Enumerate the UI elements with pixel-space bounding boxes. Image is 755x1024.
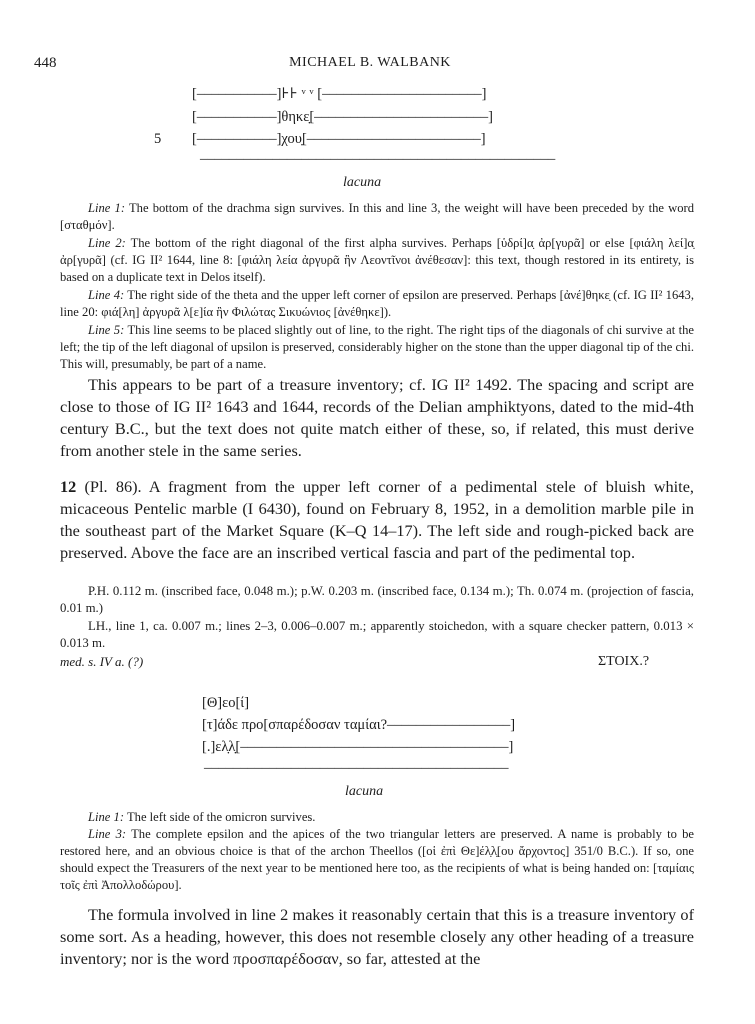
inscription-line: [Θ]εο[ί] bbox=[202, 695, 250, 711]
note-text: This line seems to be placed slightly out of line, to the right. The right tips of the diagonals of chi survive at the left; the tip of the left diagonal of upsilon is preserved, considerably higher on the stone than the upper diagonal tip of the chi. This will, presumably, be part of a name. bbox=[60, 323, 694, 371]
body-paragraph: The formula involved in line 2 makes it reasonably certain that this is a treasure inventory of some sort. As a heading, however, this does not resemble closely any other heading of a treasure inventory; nor is the word προσπαρέδοσαν, so far, attested at the bbox=[60, 905, 694, 968]
note-line-4 bbox=[60, 287, 694, 321]
note-text: The bottom of the right diagonal of the first alpha survives. Perhaps [ὑδρί]α̣ ἀρ[γυρᾶ] or else [φιάλη λεί]α̣ ἀρ[γυρᾶ] (cf. IG II² 1644, line 8: [φιάλη λεία ἀργυρᾶ ἣν Λεοντῖνοι ἀνέθεσαν]: this text, though restored in its entirety, is based on a duplicate text in Delos itself). bbox=[60, 236, 695, 284]
note-label: Line 1: bbox=[88, 810, 125, 824]
note-line-3 bbox=[60, 826, 694, 894]
stoichedon-label: ΣΤΟΙΧ.? bbox=[598, 654, 650, 669]
body-paragraph: This appears to be part of a treasure inventory; cf. IG II² 1492. The spacing and script are close to those of IG II² 1643 and 1644, records of the Delian amphiktyons, dated to the mid-4th century B.C., but the text does not quite match either of these, so, if related, this must derive from another stele in the same series. bbox=[60, 375, 694, 460]
note-text: The bottom of the drachma sign survives. In this and line 3, the weight will have been preceded by the word [σταθμόν]. bbox=[60, 201, 694, 232]
note-label: Line 3: bbox=[88, 827, 127, 841]
note-line-1 bbox=[60, 809, 694, 826]
inscription-line: [–––––––––––]χου̣[––––––––––––––––––––––––] bbox=[192, 131, 486, 147]
lacuna-label: lacuna bbox=[343, 175, 382, 190]
note-text: The complete epsilon and the apices of the two triangular letters are preserved. A name is probably to be restored here, and an obvious choice is that of the archon Theellos ([οἱ ἐπὶ Θε]έλ̣λ̣[ου ἄρχοντος] 351/0 B.C.). If so, one should expect the Treasurers of the next year to be mentioned here too, as the recipients of what is being handed on: [ταμίαις τοῖς ἐπὶ Ἀπολλοδώρου]. bbox=[60, 827, 695, 892]
note-label: Line 4: bbox=[88, 288, 125, 302]
entry-12 bbox=[60, 476, 694, 564]
page-header bbox=[34, 55, 706, 77]
entry-number: 12 bbox=[60, 477, 77, 496]
lacuna-rule: ––––––––––––––––––––––––––––––––––––––––––––––––– bbox=[200, 151, 556, 167]
dimensions: P.H. 0.112 m. (inscribed face, 0.048 m.); p.W. 0.203 m. (inscribed face, 0.134 m.); Th. 0.074 m. (projection of fascia, 0.01 m.) bbox=[60, 584, 694, 615]
lacuna-label: lacuna bbox=[345, 784, 384, 799]
page-number: 448 bbox=[34, 55, 57, 71]
line-number: 5 bbox=[154, 131, 162, 147]
inscription-line: [τ]άδε προ[σπαρέδοσαν ταμίαι?–––––––––––––––––] bbox=[202, 717, 516, 733]
note-line-1 bbox=[60, 200, 694, 234]
note-text: The right side of the theta and the upper left corner of epsilon are preserved. Perhaps [ἀνέ]θηκε̣ (cf. IG II² 1643, line 20: φιά[λη] ἀργυρᾶ λ[ε]ία ἣν Φιλώτας Σικυώνιος [ἀνέθηκε]). bbox=[60, 288, 694, 319]
note-line-5 bbox=[60, 322, 694, 373]
date: med. s. IV a. (?) bbox=[60, 654, 144, 669]
note-label: Line 2: bbox=[88, 236, 126, 250]
running-title: MICHAEL B. WALBANK bbox=[289, 55, 451, 70]
note-line-2 bbox=[60, 235, 694, 286]
entry-description: (Pl. 86). A fragment from the upper left corner of a pedimental stele of bluish white, micaceous Pentelic marble (I 6430), found on February 8, 1952, in a demolition marble pile in the southeast part of the Market Square (K–Q 14–17). The left side and rough-picked back are preserved. Above the face are an inscribed vertical fascia and part of the pedimental top. bbox=[60, 477, 694, 562]
letter-heights: LH., line 1, ca. 0.007 m.; lines 2–3, 0.006–0.007 m.; apparently stoichedon, with a square checker pattern, 0.013 × 0.013 m. bbox=[60, 619, 694, 650]
note-label: Line 1: bbox=[88, 201, 126, 215]
inscription-line: [.]ελ̣λ̣[–––––––––––––––––––––––––––––––––––––] bbox=[202, 739, 514, 755]
inscription-line: [–––––––––––]θηκε̣[––––––––––––––––––––––––] bbox=[192, 109, 493, 125]
inscription-line: [–––––––––––]⊦⊦ ᵛ ᵛ [––––––––––––––––––––––] bbox=[192, 86, 487, 102]
note-label: Line 5: bbox=[88, 323, 125, 337]
note-text: The left side of the omicron survives. bbox=[124, 810, 316, 824]
lacuna-rule: –––––––––––––––––––––––––––––––––––––––––– bbox=[204, 760, 509, 776]
